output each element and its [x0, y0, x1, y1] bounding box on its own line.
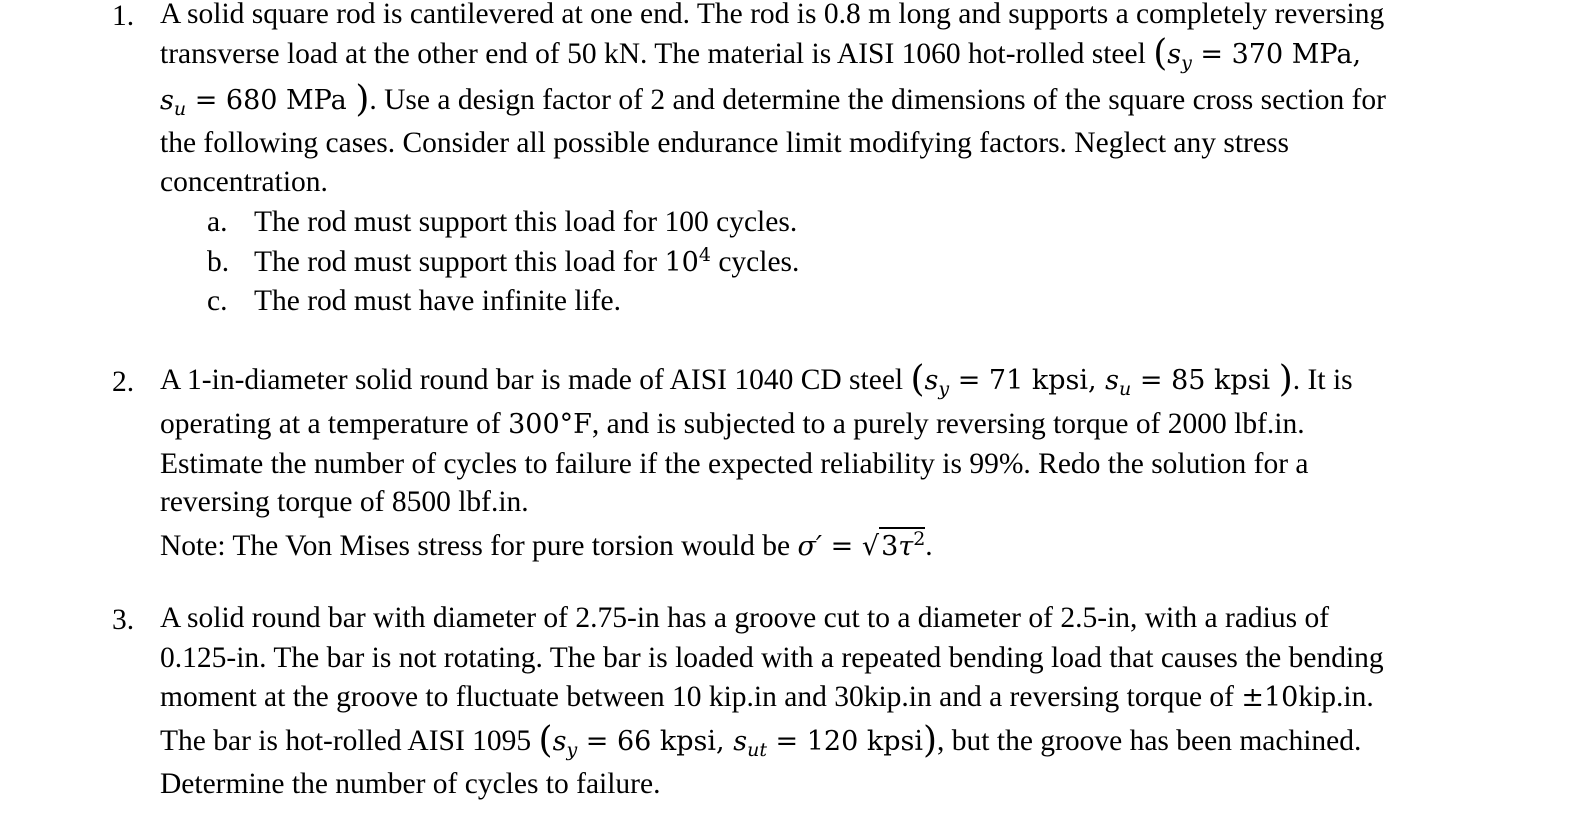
math-symbol: s [160, 85, 174, 116]
text-run: . Use a design factor of 2 and determine the dimensions of the square cross section for [369, 84, 1386, 116]
text-run: , but the groove has been machined. [937, 725, 1362, 757]
problem-text-line [160, 168, 328, 198]
math-expression [664, 244, 711, 278]
subitem-text: The rod must have infinite life. [254, 285, 622, 317]
math-exponent: 2 [913, 528, 926, 550]
subitem-letter: c. [207, 285, 228, 317]
problem-text-line [160, 410, 1305, 440]
text-run: concentration. [160, 166, 328, 198]
text-run: the following cases. Consider all possible endurance limit modifying factors. Neglect any stress [160, 127, 1289, 159]
problem-text-line [160, 359, 1353, 400]
math-subscript: y [566, 739, 578, 761]
math-value: = 85 kpsi [1139, 365, 1279, 396]
problem-text-line [160, 33, 1362, 74]
problem-text-line [160, 683, 1374, 713]
problem-text-line [160, 720, 1362, 761]
math-symbol: s [924, 365, 939, 396]
math-expression: $s_u = 680$ MPa ) [160, 79, 370, 120]
problem-number: 3. [112, 604, 135, 636]
text-run: A 1-in-diameter solid round bar is made of AISI 1040 CD steel [160, 364, 911, 396]
text-run: The rod must support this load for [254, 246, 665, 278]
math-value: = 370 MPa, [1200, 39, 1362, 70]
problem-text-line [160, 0, 1384, 30]
math-expression [797, 528, 926, 562]
math-symbol: s [1105, 365, 1120, 396]
math-expression: ($s_y = 370$ MPa, [1153, 33, 1362, 74]
subitem-letter: b. [207, 246, 230, 278]
math-symbol: s [552, 726, 567, 757]
text-run: Note: The Von Mises stress for pure torsion would be [160, 530, 798, 562]
math-exponent: 4 [698, 244, 711, 266]
math-value: 3 [881, 531, 899, 562]
text-run: . It is [1292, 364, 1353, 396]
text-run: Estimate the number of cycles to failure if the expected reliability is 99%. Redo the solution for a [160, 448, 1309, 480]
text-run: kip.in. [1298, 681, 1374, 713]
math-symbol: s [733, 726, 748, 757]
math-subscript: ut [747, 739, 767, 761]
text-run: A solid square rod is cantilevered at one end. The rod is 0.8 m long and supports a completely reversing [160, 0, 1385, 30]
math-expression: 300°F [508, 409, 592, 440]
problem-text-line [160, 604, 1329, 634]
text-run: 0.125-in. The bar is not rotating. The bar is loaded with a repeated bending load that causes the bending [160, 642, 1384, 674]
problem-text-line [160, 450, 1309, 480]
math-symbol: τ [898, 531, 914, 562]
text-run: transverse load at the other end of 50 kN. The material is AISI 1060 hot-rolled steel [160, 38, 1154, 70]
subitem-text [254, 246, 799, 279]
text-run: , and is subjected to a purely reversing torque of 2000 lbf.in. [591, 408, 1305, 440]
problem-number: 1. [112, 0, 135, 32]
math-value: = 120 kpsi [766, 726, 923, 757]
math-subscript: u [1119, 378, 1132, 400]
subitem-letter: a. [207, 206, 228, 238]
text-run: cycles. [710, 246, 800, 278]
sqrt-icon: $√3\tau^2$ [861, 528, 926, 562]
problem-text-line [160, 79, 1386, 120]
problem-note-line [160, 528, 933, 562]
subitem-text: The rod must support this load for 100 cycles. [254, 206, 798, 238]
problem-number: 2. [112, 366, 135, 398]
text-run: operating at a temperature of [160, 408, 509, 440]
text-run: reversing torque of 8500 lbf.in. [160, 486, 529, 518]
math-expression: ±10 [1241, 682, 1299, 713]
math-expression: ($s_y = 66$ kpsi, $s_{ut} = 120$ kpsi) [538, 720, 938, 761]
math-symbol: s [1167, 39, 1182, 70]
math-symbol: σ′ = [797, 531, 862, 562]
problem-text-line [160, 488, 529, 518]
math-subscript: y [938, 378, 950, 400]
text-run: Determine the number of cycles to failure. [160, 768, 661, 800]
text-run: A solid round bar with diameter of 2.75-in has a groove cut to a diameter of 2.5-in, with a radius of [160, 602, 1330, 634]
text-run: . [925, 530, 933, 562]
math-subscript: u [173, 98, 187, 120]
math-value: = 66 kpsi, [585, 726, 734, 757]
math-base: 10 [664, 247, 699, 278]
problem-text-line [160, 129, 1289, 159]
math-value: = 680 MPa [194, 85, 356, 116]
math-subscript: y [1181, 52, 1192, 74]
math-value: = 71 kpsi, [957, 365, 1106, 396]
math-expression: ($s_y = 71$ kpsi, $s_u = 85$ kpsi ) [910, 359, 1293, 400]
text-run: moment at the groove to fluctuate between 10 kip.in and 30kip.in and a reversing torque of [160, 681, 1242, 713]
problem-text-line [160, 770, 660, 800]
text-run: The bar is hot-rolled AISI 1095 [160, 725, 539, 757]
problem-text-line [160, 644, 1384, 674]
